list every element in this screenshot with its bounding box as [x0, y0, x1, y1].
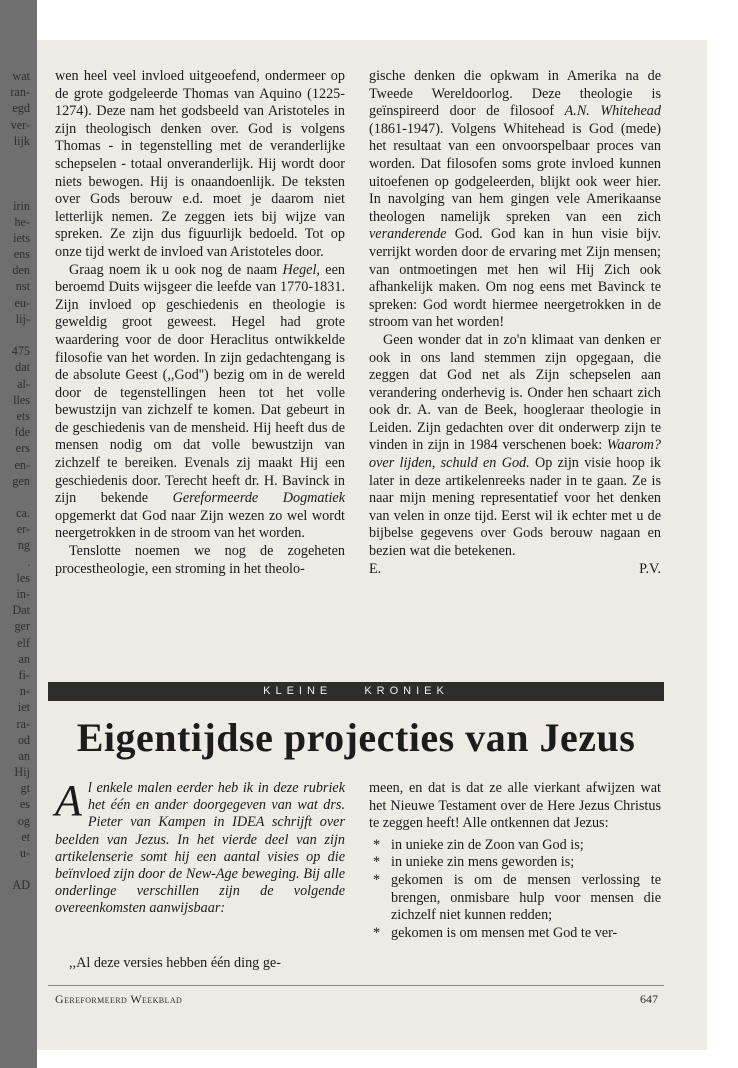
prev-page-fragment: iets: [13, 230, 30, 245]
article-column-3: [55, 776, 345, 918]
whitehead-name: A.N. Whitehead: [564, 103, 661, 120]
col4-paragraph-1: meen, en dat is dat ze alle vierkant afwijzen wat het Nieuwe Testament over de Here Jezus Christus te zeggen heeft! Alle ontkennen dat Jezus:: [369, 780, 661, 832]
prev-page-fragment: [0, 489, 30, 505]
banner-word-2: KRONIEK: [364, 685, 449, 697]
prev-page-fragment: an: [18, 748, 30, 763]
prev-page-fragment: en-: [14, 457, 30, 472]
list-item: * in unieke zin mens geworden is;: [369, 854, 661, 872]
prev-page-fragment: les: [16, 570, 30, 585]
prev-page-fragment: n-: [19, 684, 30, 699]
prev-page-fragment: [0, 181, 30, 197]
prev-page-fragment: [0, 861, 30, 877]
prev-page-fragment: an: [18, 651, 30, 666]
section-banner: [48, 682, 664, 701]
prev-page-fragment: [0, 165, 30, 181]
list-item: * gekomen is om mensen met God te ver-: [369, 925, 661, 943]
prev-page-fragment: dat: [15, 360, 30, 375]
article-column-4: [369, 780, 661, 942]
quote-start: ,,Al deze versies hebben één ding ge-: [69, 955, 281, 971]
col1-paragraph-2: Graag noem ik u ook nog de naam Hegel, een beroemd Duits wijsgeer die leefde van 1770-1831. Zijn invloed op geschiedenis en theologie is geweldig groot geweest. Hegel had grote waardering voor de door Heraclitus ontwikkelde filosofie van het worden. In zijn gedachtengang is de absolute Geest (,,God'') bezig om in de wereld door de tegenstellingen heen tot het volle bewustzijn van zichzelf te komen. Dat gebeurt in de geschiedenis van de mensheid. Hij heeft dus de mensen nodig om dat volle bewustzijn van zichzelf te bereiken. Evenals zij maakt Hij een geschiedenis door. Terecht heeft dr. H. Bavinck in zijn bekende Gereformeerde Dogmatiek opgemerkt dat God naar Zijn wezen zo wel wordt neergetrokken in de stroom van het worden.: [55, 261, 345, 542]
prev-page-fragment: al-: [17, 376, 30, 391]
prev-page-fragment: fi-: [18, 667, 30, 682]
prev-page-fragment: Hij: [14, 765, 30, 780]
prev-page-fragment: od: [17, 732, 30, 747]
prev-page-fragment: [0, 149, 30, 165]
prev-page-fragment: nst: [15, 279, 30, 294]
prev-page-fragment: gt: [20, 781, 30, 796]
prev-page-fragment: er-: [16, 522, 30, 537]
prev-page-fragment: wat: [12, 69, 30, 83]
prev-page-fragment: og: [17, 813, 30, 828]
page-number: 647: [640, 992, 658, 1006]
prev-page-fragment: ver-: [10, 117, 30, 132]
prev-page-fragment: ra-: [16, 716, 30, 731]
prev-page-fragment: 475: [11, 344, 30, 359]
prev-page-fragment: egd: [12, 101, 30, 116]
prev-page-fragment: in-: [16, 587, 30, 601]
hegel-name: Hegel,: [282, 261, 320, 278]
list-item: * gekomen is om de mensen verlossing te brengen, onmisbare hulp voor mensen die zichzelf niet kunnen redden;: [369, 872, 661, 925]
col1-paragraph-1: wen heel veel invloed uitgeoefend, ondermeer op de grote godgeleerde Thomas van Aquino (1225-1274). Deze nam het godsbeeld van Aristoteles in zijn theologisch denken over. God is volgens Thomas - in tegenstelling met de veranderlijke schepselen - totaal onveranderlijk. Hij wordt door niets bewogen. Hij is onaandoenlijk. De teksten over Gods berouw e.d. moet je daarom niet letterlijk nemen. Ze zeggen iets bij wijze van spreken. Ze zijn dus figuurlijk bedoeld. Tot op onze tijd werkt de invloed van Aristoteles door.: [55, 68, 345, 260]
denial-list: [369, 837, 661, 943]
prev-page-fragment: fde: [14, 425, 30, 440]
prev-page-fragment: lles: [13, 392, 30, 407]
book-title-waarom: Waarom? over lijden, schuld en God.: [369, 437, 661, 472]
intro-paragraph: Al enkele malen eerder heb ik in deze rubriek het één en ander doorgegeven van wat drs. Pieter van Kampen in IDEA schrijft over beelden van Jezus. In het vierde deel van zijn artikelenserie somt hij een aantal visies op die beïnvloed zijn door de New-Age beweging. Bij alle onderlinge verschillen zijn de volgende overeenkomsten aanwijsbaar:: [55, 776, 345, 917]
publication-name: Gereformeerd Weekblad: [55, 992, 183, 1006]
prev-page-fragment: lij-: [15, 311, 30, 326]
banner-word-1: KLEINE: [263, 685, 333, 697]
signature-initial: E.: [369, 560, 382, 577]
previous-page-text-fragments: [0, 68, 30, 894]
prev-page-fragment: AD: [12, 878, 30, 893]
prev-page-fragment: [0, 327, 30, 343]
prev-page-fragment: es: [19, 797, 30, 812]
drop-cap: A: [55, 776, 82, 825]
footer-rule: [48, 985, 664, 986]
article-column-1: [55, 68, 345, 578]
prev-page-fragment: ger: [14, 619, 30, 634]
col1-paragraph-3: Tenslotte noemen we nog de zogeheten procestheologie, een stroming in het theolo-: [55, 543, 345, 577]
prev-page-fragment: irin: [13, 198, 30, 213]
list-item: * in unieke zin de Zoon van God is;: [369, 837, 661, 855]
article-column-2: [369, 68, 661, 578]
prev-page-fragment: den: [12, 263, 30, 278]
prev-page-fragment: ng: [17, 538, 30, 553]
prev-page-fragment: et: [21, 829, 30, 844]
prev-page-fragment: ran-: [10, 85, 30, 100]
prev-page-fragment: ers: [15, 441, 30, 456]
col2-paragraph-2: Geen wonder dat in zo'n klimaat van denken er ook in ons land stemmen zijn opgegaan, die zeggen dat God net als Zijn schepselen aan verandering onderhevig is. Onder hen schaart zich ook dr. A. van de Beek, hoogleraar theologie in Leiden. Zijn gedachten over dit onderwerp zijn te vinden in zijn in 1984 verschenen boek: Waarom? over lijden, schuld en God. Op zijn visie hoop ik later in deze artikelenreeks nader in te gaan. Ze is naar mijn mening representatief voor het denken van velen in onze tijd. Eerst wil ik echter met u de bijbelse gegevens over Gods berouw nagaan en bezien wat die betekenen.: [369, 331, 662, 560]
prev-page-fragment: he-: [14, 214, 30, 229]
prev-page-fragment: u-: [19, 846, 30, 860]
article-signature: [369, 561, 661, 579]
prev-page-fragment: iet: [17, 700, 30, 715]
col2-paragraph-1: gische denken die opkwam in Amerika na de Tweede Wereldoorlog. Deze theologie is geïnspireerd door de filosoof A.N. Whitehead (1861-1947). Volgens Whitehead is God (mede) het resultaat van een onvoorspelbaar proces van worden. Dat filosofen soms grote invloed kunnen uitoefenen op godgeleerden, blijkt ook weer hier. In navolging van hem gingen vele Amerikaanse theologen namelijk spreken van een zich veranderende God. God kan in hun visie bijv. verrijkt worden door de ervaring met Zijn mensen; van ontmoetingen met hen wil Hij Zich ook afhankelijk maken. Om nog eens met Bavinck te spreken: God wordt hiermee neergetrokken in de stroom van het worden!: [369, 68, 661, 331]
author-initials: P.V.: [639, 560, 661, 577]
term-veranderende: veranderende: [369, 226, 447, 243]
prev-page-fragment: .: [26, 554, 30, 569]
prev-page-fragment: ca.: [16, 506, 30, 521]
prev-page-fragment: elf: [17, 635, 30, 650]
prev-page-fragment: ens: [13, 247, 30, 262]
prev-page-fragment: Dat: [12, 603, 30, 618]
prev-page-fragment: eu-: [14, 295, 30, 310]
prev-page-fragment: gen: [12, 473, 30, 488]
book-title-dogmatiek: Gereformeerde Dogmatiek: [172, 490, 345, 507]
prev-page-fragment: lijk: [13, 133, 30, 148]
article-headline: Eigentijdse projecties van Jezus: [76, 715, 636, 760]
prev-page-fragment: ets: [16, 408, 30, 423]
